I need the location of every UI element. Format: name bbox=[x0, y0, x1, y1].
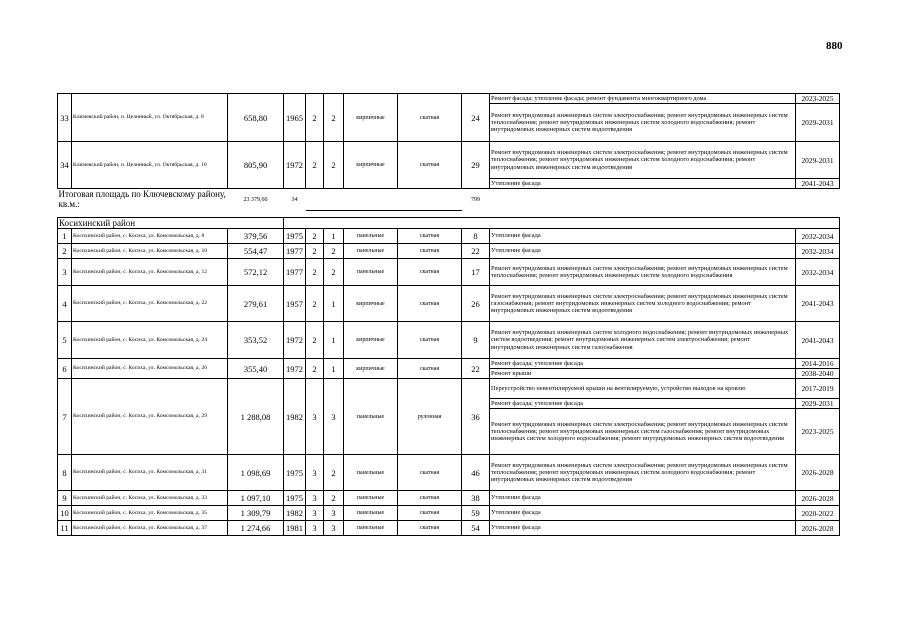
address-cell: Косихинский район, с. Косиха, ул. Комсомольская, д. 22 bbox=[72, 286, 228, 322]
period-cell: 2020-2022 bbox=[796, 506, 840, 521]
period-cell: 2029-2031 bbox=[796, 104, 840, 142]
area-cell: 1 274,66 bbox=[228, 521, 284, 536]
residents-cell: 26 bbox=[462, 286, 490, 322]
area-cell: 658,80 bbox=[228, 94, 284, 142]
work-type-cell: Утепление фасада bbox=[490, 506, 796, 521]
year-cell: 1975 bbox=[284, 229, 306, 244]
entrances-cell: 1 bbox=[324, 286, 344, 322]
area-cell: 1 309,79 bbox=[228, 506, 284, 521]
entrances-cell: 2 bbox=[324, 491, 344, 506]
year-cell: 1975 bbox=[284, 455, 306, 491]
year-cell: 1965 bbox=[284, 94, 306, 142]
address-cell: Ключевский район, п. Целинный, ул. Октябрьская, д. 8 bbox=[72, 94, 228, 142]
floors-cell: 2 bbox=[306, 142, 324, 189]
row-number: 11 bbox=[58, 521, 72, 536]
address-cell: Косихинский район, с. Косиха, ул. Комсомольская, д. 29 bbox=[72, 379, 228, 455]
district-name: Косихинский район bbox=[58, 218, 284, 229]
row-number: 8 bbox=[58, 455, 72, 491]
table-row bbox=[58, 259, 840, 286]
table-row bbox=[58, 322, 840, 359]
table-row bbox=[58, 379, 840, 399]
residents-cell: 24 bbox=[462, 94, 490, 142]
table-row bbox=[58, 491, 840, 506]
entrances-cell: 2 bbox=[324, 259, 344, 286]
period-cell: 2032-2034 bbox=[796, 229, 840, 244]
work-type-cell: Ремонт фасада; утепление фасада bbox=[490, 399, 796, 409]
table-row bbox=[58, 521, 840, 536]
wall-material-cell: панельные bbox=[344, 455, 398, 491]
work-type-cell: Ремонт внутридомовых инженерных систем электроснабжения; ремонт внутридомовых инженерных систем теплоснабжения; ремонт внутридомовых инженерных систем холодного водоснабжения; ремонт внутридомовых инженерных систем водоотведения bbox=[490, 455, 796, 491]
period-cell: 2041-2043 bbox=[796, 322, 840, 359]
roof-type-cell: скатная bbox=[398, 359, 462, 379]
floors-cell: 2 bbox=[306, 229, 324, 244]
residents-cell: 54 bbox=[462, 521, 490, 536]
work-type-cell: Ремонт крыши bbox=[490, 369, 796, 379]
entrances-cell: 2 bbox=[324, 455, 344, 491]
period-cell: 2029-2031 bbox=[796, 399, 840, 409]
wall-material-cell: кирпичные bbox=[344, 322, 398, 359]
floors-cell: 2 bbox=[306, 244, 324, 259]
residents-cell: 38 bbox=[462, 491, 490, 506]
area-cell: 1 097,10 bbox=[228, 491, 284, 506]
work-type-cell: Ремонт фасада; утепление фасада; ремонт фундамента многоквартирного дома bbox=[490, 94, 796, 104]
row-number: 1 bbox=[58, 229, 72, 244]
wall-material-cell: панельные bbox=[344, 491, 398, 506]
entrances-cell: 1 bbox=[324, 322, 344, 359]
floors-cell: 2 bbox=[306, 259, 324, 286]
table-row bbox=[58, 94, 840, 104]
work-type-cell: Утепление фасада bbox=[490, 491, 796, 506]
work-type-cell: Переустройство невентилируемой крыши на вентилируемую, устройство выходов на кровлю bbox=[490, 379, 796, 399]
year-cell: 1972 bbox=[284, 359, 306, 379]
wall-material-cell: панельные bbox=[344, 506, 398, 521]
floors-cell: 2 bbox=[306, 322, 324, 359]
roof-type-cell: скатная bbox=[398, 491, 462, 506]
period-cell: 2026-2028 bbox=[796, 491, 840, 506]
row-number: 4 bbox=[58, 286, 72, 322]
entrances-cell: 3 bbox=[324, 506, 344, 521]
page-number: 880 bbox=[826, 40, 843, 52]
total-section bbox=[58, 189, 840, 229]
period-cell: 2041-2043 bbox=[796, 179, 840, 189]
area-cell: 379,56 bbox=[228, 229, 284, 244]
table-row bbox=[58, 286, 840, 322]
period-cell: 2032-2034 bbox=[796, 259, 840, 286]
row-number: 5 bbox=[58, 322, 72, 359]
row-number: 33 bbox=[58, 94, 72, 142]
table-row bbox=[58, 229, 840, 244]
kluchevsky-rows bbox=[58, 94, 840, 189]
entrances-cell: 1 bbox=[324, 229, 344, 244]
row-number: 6 bbox=[58, 359, 72, 379]
residents-cell: 22 bbox=[462, 244, 490, 259]
work-type-cell: Ремонт внутридомовых инженерных систем холодного водоснабжения; ремонт внутридомовых инженерных систем водоотведения; ремонт внутридомовых инженерных систем электроснабжения; ремонт внутридомовых инженерных систем газоснабжения bbox=[490, 322, 796, 359]
row-number: 10 bbox=[58, 506, 72, 521]
area-cell: 279,61 bbox=[228, 286, 284, 322]
row-number: 3 bbox=[58, 259, 72, 286]
total-residents: 799 bbox=[471, 196, 480, 203]
year-cell: 1957 bbox=[284, 286, 306, 322]
spacer-row bbox=[58, 211, 840, 218]
address-cell: Косихинский район, с. Косиха, ул. Комсомольская, д. 31 bbox=[72, 455, 228, 491]
year-cell: 1975 bbox=[284, 491, 306, 506]
address-cell: Косихинский район, с. Косиха, ул. Комсомольская, д. 33 bbox=[72, 491, 228, 506]
year-cell: 1977 bbox=[284, 244, 306, 259]
roof-type-cell: скатная bbox=[398, 521, 462, 536]
year-cell: 1972 bbox=[284, 142, 306, 189]
entrances-cell: 3 bbox=[324, 379, 344, 455]
row-number: 2 bbox=[58, 244, 72, 259]
entrances-cell: 1 bbox=[324, 359, 344, 379]
floors-cell: 2 bbox=[306, 359, 324, 379]
floors-cell: 3 bbox=[306, 521, 324, 536]
work-type-cell: Ремонт внутридомовых инженерных систем электроснабжения; ремонт внутридомовых инженерных систем теплоснабжения; ремонт внутридомовых инженерных систем холодного водоснабжения; ремонт внутридомовых инженерных систем водоотведения bbox=[490, 142, 796, 179]
kosikha-rows bbox=[58, 229, 840, 536]
entrances-cell: 3 bbox=[324, 521, 344, 536]
year-cell: 1982 bbox=[284, 379, 306, 455]
wall-material-cell: панельные bbox=[344, 229, 398, 244]
work-type-cell: Утепление фасада bbox=[490, 521, 796, 536]
roof-type-cell: скатная bbox=[398, 229, 462, 244]
area-cell: 1 288,08 bbox=[228, 379, 284, 455]
year-cell: 1982 bbox=[284, 506, 306, 521]
area-cell: 572,12 bbox=[228, 259, 284, 286]
table-row bbox=[58, 506, 840, 521]
work-type-cell: Ремонт внутридомовых инженерных систем электроснабжения; ремонт внутридомовых инженерных систем теплоснабжения; ремонт внутридомовых инженерных систем холодного водоснабжения bbox=[490, 259, 796, 286]
total-label: Итоговая площадь по Ключевскому району, кв.м.: bbox=[58, 189, 226, 209]
residents-cell: 46 bbox=[462, 455, 490, 491]
address-cell: Косихинский район, с. Косиха, ул. Комсомольская, д. 26 bbox=[72, 359, 228, 379]
work-type-cell: Утепление фасада bbox=[490, 244, 796, 259]
roof-type-cell: скатная bbox=[398, 506, 462, 521]
wall-material-cell: панельные bbox=[344, 379, 398, 455]
roof-type-cell: скатная bbox=[398, 322, 462, 359]
housing-repair-table bbox=[57, 93, 840, 536]
floors-cell: 3 bbox=[306, 506, 324, 521]
year-cell: 1981 bbox=[284, 521, 306, 536]
roof-type-cell: скатная bbox=[398, 286, 462, 322]
address-cell: Косихинский район, с. Косиха, ул. Комсомольская, д. 37 bbox=[72, 521, 228, 536]
wall-material-cell: кирпичные bbox=[344, 94, 398, 142]
floors-cell: 2 bbox=[306, 94, 324, 142]
work-type-cell: Утепление фасада bbox=[490, 229, 796, 244]
period-cell: 2023-2025 bbox=[796, 409, 840, 455]
address-cell: Косихинский район, с. Косиха, ул. Комсомольская, д. 35 bbox=[72, 506, 228, 521]
period-cell: 2041-2043 bbox=[796, 286, 840, 322]
total-area: 23 379,60 bbox=[243, 196, 268, 203]
wall-material-cell: кирпичные bbox=[344, 359, 398, 379]
work-type-cell: Ремонт внутридомовых инженерных систем электроснабжения; ремонт внутридомовых инженерных систем теплоснабжения; ремонт внутридомовых инженерных систем газоснабжения; ремонт внутридомовых инженерных систем холодного водоснабжения; ремонт внутридомовых инженерных систем водоотведения bbox=[490, 409, 796, 455]
row-number: 7 bbox=[58, 379, 72, 455]
total-blank bbox=[490, 189, 840, 211]
address-cell: Косихинский район, с. Косиха, ул. Комсомольская, д. 8 bbox=[72, 229, 228, 244]
wall-material-cell: панельные bbox=[344, 259, 398, 286]
table-row bbox=[58, 455, 840, 491]
period-cell: 2038-2040 bbox=[796, 369, 840, 379]
residents-cell: 36 bbox=[462, 379, 490, 455]
total-underline bbox=[306, 189, 462, 211]
period-cell: 2023-2025 bbox=[796, 94, 840, 104]
roof-type-cell: рулонная bbox=[398, 379, 462, 455]
period-cell: 2029-2031 bbox=[796, 142, 840, 179]
row-number: 34 bbox=[58, 142, 72, 189]
table-row bbox=[58, 142, 840, 179]
total-row bbox=[58, 189, 840, 211]
area-cell: 353,52 bbox=[228, 322, 284, 359]
work-type-cell: Ремонт фасада; утепление фасада bbox=[490, 359, 796, 369]
work-type-cell: Утепление фасада bbox=[490, 179, 796, 189]
total-count: 34 bbox=[291, 196, 298, 203]
wall-material-cell: панельные bbox=[344, 521, 398, 536]
year-cell: 1977 bbox=[284, 259, 306, 286]
floors-cell: 3 bbox=[306, 491, 324, 506]
work-type-cell: Ремонт внутридомовых инженерных систем электроснабжения; ремонт внутридомовых инженерных систем теплоснабжения; ремонт внутридомовых инженерных систем холодного водоснабжения; ремонт внутридомовых инженерных систем водоотведения bbox=[490, 104, 796, 142]
year-cell: 1972 bbox=[284, 322, 306, 359]
period-cell: 2026-2028 bbox=[796, 455, 840, 491]
wall-material-cell: кирпичные bbox=[344, 286, 398, 322]
roof-type-cell: скатная bbox=[398, 94, 462, 142]
period-cell: 2017-2019 bbox=[796, 379, 840, 399]
address-cell: Ключевский район, п. Целинный, ул. Октябрьская, д. 10 bbox=[72, 142, 228, 189]
residents-cell: 17 bbox=[462, 259, 490, 286]
floors-cell: 3 bbox=[306, 379, 324, 455]
work-type-cell: Ремонт внутридомовых инженерных систем электроснабжения; ремонт внутридомовых инженерных систем газоснабжения; ремонт внутридомовых инженерных систем холодного водоснабжения; ремонт внутридомовых инженерных систем водоотведения bbox=[490, 286, 796, 322]
roof-type-cell: скатная bbox=[398, 244, 462, 259]
table-row bbox=[58, 359, 840, 369]
residents-cell: 22 bbox=[462, 359, 490, 379]
district-header-blank bbox=[284, 218, 840, 229]
area-cell: 355,40 bbox=[228, 359, 284, 379]
address-cell: Косихинский район, с. Косиха, ул. Комсомольская, д. 24 bbox=[72, 322, 228, 359]
floors-cell: 2 bbox=[306, 286, 324, 322]
period-cell: 2032-2034 bbox=[796, 244, 840, 259]
wall-material-cell: кирпичные bbox=[344, 142, 398, 189]
entrances-cell: 2 bbox=[324, 94, 344, 142]
residents-cell: 59 bbox=[462, 506, 490, 521]
residents-cell: 9 bbox=[462, 322, 490, 359]
address-cell: Косихинский район, с. Косиха, ул. Комсомольская, д. 10 bbox=[72, 244, 228, 259]
roof-type-cell: скатная bbox=[398, 259, 462, 286]
district-header-row bbox=[58, 218, 840, 229]
entrances-cell: 2 bbox=[324, 142, 344, 189]
floors-cell: 3 bbox=[306, 455, 324, 491]
entrances-cell: 2 bbox=[324, 244, 344, 259]
address-cell: Косихинский район, с. Косиха, ул. Комсомольская, д. 12 bbox=[72, 259, 228, 286]
roof-type-cell: скатная bbox=[398, 455, 462, 491]
residents-cell: 29 bbox=[462, 142, 490, 189]
table-row bbox=[58, 244, 840, 259]
area-cell: 1 098,69 bbox=[228, 455, 284, 491]
area-cell: 554,47 bbox=[228, 244, 284, 259]
period-cell: 2014-2016 bbox=[796, 359, 840, 369]
residents-cell: 8 bbox=[462, 229, 490, 244]
wall-material-cell: панельные bbox=[344, 244, 398, 259]
row-number: 9 bbox=[58, 491, 72, 506]
roof-type-cell: скатная bbox=[398, 142, 462, 189]
area-cell: 805,90 bbox=[228, 142, 284, 189]
period-cell: 2026-2028 bbox=[796, 521, 840, 536]
